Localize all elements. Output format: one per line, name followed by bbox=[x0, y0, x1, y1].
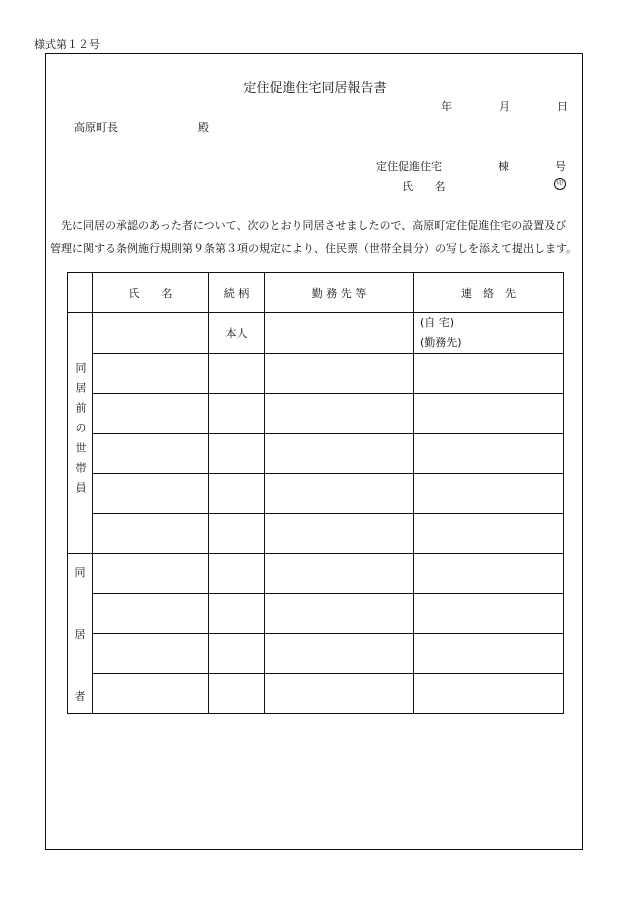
relation-cell[interactable] bbox=[209, 594, 265, 634]
relation-cell[interactable] bbox=[209, 354, 265, 394]
table-row bbox=[68, 634, 564, 674]
form-number: 様式第１２号 bbox=[34, 38, 100, 51]
statement-line-2: 管理に関する条例施行規則第９条第３項の規定により、住民票（世帯全員分）の写しを添えて提出します。 bbox=[50, 242, 578, 255]
name-cell[interactable] bbox=[93, 674, 209, 714]
workplace-cell[interactable] bbox=[265, 313, 414, 354]
header-contact: 連 絡 先 bbox=[414, 273, 564, 313]
relation-cell[interactable] bbox=[209, 394, 265, 434]
table-row bbox=[68, 434, 564, 474]
contact-cell[interactable] bbox=[414, 354, 564, 394]
workplace-cell[interactable] bbox=[265, 354, 414, 394]
name-cell[interactable] bbox=[93, 474, 209, 514]
date-line bbox=[441, 98, 568, 114]
name-cell[interactable] bbox=[93, 594, 209, 634]
header-relation: 続 柄 bbox=[209, 273, 265, 313]
contact-cell[interactable] bbox=[414, 554, 564, 594]
workplace-cell[interactable] bbox=[265, 514, 414, 554]
name-cell[interactable] bbox=[93, 313, 209, 354]
day-label: 日 bbox=[557, 100, 568, 113]
workplace-cell[interactable] bbox=[265, 434, 414, 474]
header-workplace: 勤 務 先 等 bbox=[265, 273, 414, 313]
group-after-char-3: 者 bbox=[74, 689, 86, 703]
table-row bbox=[68, 514, 564, 554]
relation-cell[interactable] bbox=[209, 634, 265, 674]
relation-cell[interactable] bbox=[209, 434, 265, 474]
group-label-before bbox=[68, 313, 93, 554]
applicant-name-label: 氏 名 bbox=[402, 180, 455, 193]
name-cell[interactable] bbox=[93, 434, 209, 474]
table-row bbox=[68, 354, 564, 394]
workplace-cell[interactable] bbox=[265, 674, 414, 714]
contact-work-label: (勤務先) bbox=[420, 336, 462, 349]
contact-cell[interactable] bbox=[414, 634, 564, 674]
statement-line-1: 先に同居の承認のあった者について、次のとおり同居させましたので、高原町定住促進住宅の設置及び bbox=[61, 219, 567, 232]
relation-cell[interactable] bbox=[209, 554, 265, 594]
form-title: 定住促進住宅同居報告書 bbox=[243, 81, 387, 96]
header-corner bbox=[68, 273, 93, 313]
table-row bbox=[68, 594, 564, 634]
contact-home-label: (自 宅) bbox=[420, 316, 455, 329]
seal-icon: 印 bbox=[554, 178, 566, 190]
table-row bbox=[68, 474, 564, 514]
name-cell[interactable] bbox=[93, 394, 209, 434]
addressee-name: 高原町長 bbox=[74, 121, 118, 134]
table-row bbox=[68, 554, 564, 594]
month-label: 月 bbox=[499, 100, 510, 113]
relation-cell[interactable] bbox=[209, 514, 265, 554]
name-cell[interactable] bbox=[93, 514, 209, 554]
table-row bbox=[68, 394, 564, 434]
workplace-cell[interactable] bbox=[265, 394, 414, 434]
name-cell[interactable] bbox=[93, 634, 209, 674]
header-name: 氏 名 bbox=[93, 273, 209, 313]
group-after-char-1: 同 bbox=[74, 565, 86, 579]
contact-cell[interactable] bbox=[414, 313, 564, 354]
relation-cell[interactable] bbox=[209, 474, 265, 514]
year-label: 年 bbox=[441, 100, 452, 113]
contact-cell[interactable] bbox=[414, 394, 564, 434]
group-label-after bbox=[68, 554, 93, 714]
relation-cell[interactable] bbox=[209, 674, 265, 714]
report-statement bbox=[50, 214, 580, 260]
workplace-cell[interactable] bbox=[265, 554, 414, 594]
name-cell[interactable] bbox=[93, 554, 209, 594]
contact-cell[interactable] bbox=[414, 434, 564, 474]
workplace-cell[interactable] bbox=[265, 594, 414, 634]
table-row bbox=[68, 674, 564, 714]
table-header-row bbox=[68, 273, 564, 313]
name-cell[interactable] bbox=[93, 354, 209, 394]
group-before-text: 同居前の世帯員 bbox=[74, 361, 87, 502]
group-after-char-2: 居 bbox=[74, 627, 86, 641]
relation-cell: 本人 bbox=[209, 313, 265, 354]
housing-label: 定住促進住宅 bbox=[376, 160, 442, 173]
workplace-cell[interactable] bbox=[265, 474, 414, 514]
household-table bbox=[67, 272, 564, 714]
workplace-cell[interactable] bbox=[265, 634, 414, 674]
contact-cell[interactable] bbox=[414, 594, 564, 634]
report-form bbox=[45, 53, 583, 850]
contact-cell[interactable] bbox=[414, 674, 564, 714]
contact-cell[interactable] bbox=[414, 514, 564, 554]
addressee-honorific: 殿 bbox=[198, 121, 209, 134]
number-suffix: 号 bbox=[555, 160, 566, 173]
table-row bbox=[68, 313, 564, 354]
contact-cell[interactable] bbox=[414, 474, 564, 514]
building-suffix: 棟 bbox=[498, 160, 509, 173]
